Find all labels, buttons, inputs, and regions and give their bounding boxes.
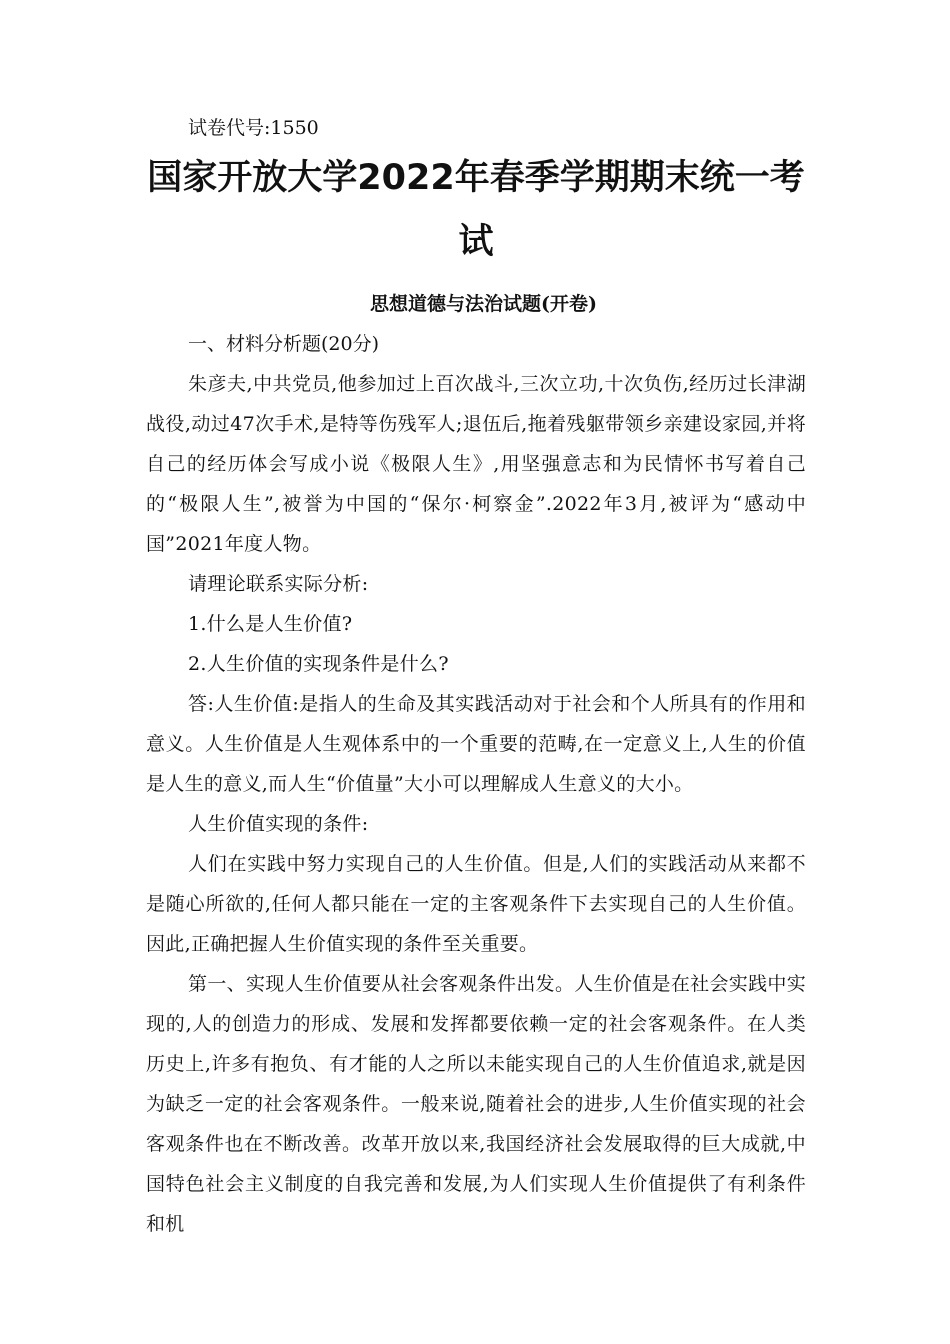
paragraph-prompt: 请理论联系实际分析: — [188, 573, 369, 595]
exam-subtitle: 思想道德与法治试题(开卷) — [370, 293, 597, 315]
question-1: 1.什么是人生价值? — [188, 613, 353, 635]
paragraph-material: 朱彦夫,中共党员,他参加过上百次战斗,三次立功,十次负伤,经历过长津湖战役,动过47次手术,是特等伤残军人;退伍后,拖着残躯带领乡亲建设家园,并将自己的经历体会写成小说《极限人生》,用坚强意志和为民情怀书写着自己的“极限人生”,被誉为中国的“保尔·柯察金”.2022年3月,被评为“感动中国”2021年度人物。 — [146, 373, 806, 555]
answer-conditions-heading: 人生价值实现的条件: — [188, 813, 369, 835]
paper-code: 试卷代号:1550 — [188, 117, 319, 139]
question-2: 2.人生价值的实现条件是什么? — [188, 653, 449, 675]
answer-conditions-intro: 人们在实践中努力实现自己的人生价值。但是,人们的实践活动从来都不是随心所欲的,任何人都只能在一定的主客观条件下去实现自己的人生价值。因此,正确把握人生价值实现的条件至关重要。 — [146, 853, 806, 955]
answer-definition: 答:人生价值:是指人的生命及其实践活动对于社会和个人所具有的作用和意义。人生价值是人生观体系中的一个重要的范畴,在一定意义上,人生的价值是人生的意义,而人生“价值量”大小可以理解成人生意义的大小。 — [146, 693, 806, 795]
exam-title: 国家开放大学2022年春季学期期末统一考试 — [147, 158, 805, 262]
section-heading: 一、材料分析题(20分) — [188, 333, 380, 355]
document-content — [146, 112, 806, 1244]
answer-condition-first: 第一、实现人生价值要从社会客观条件出发。人生价值是在社会实践中实现的,人的创造力的形成、发展和发挥都要依赖一定的社会客观条件。在人类历史上,许多有抱负、有才能的人之所以未能实现自己的人生价值追求,就是因为缺乏一定的社会客观条件。一般来说,随着社会的进步,人生价值实现的社会客观条件也在不断改善。改革开放以来,我国经济社会发展取得的巨大成就,中国特色社会主义制度的自我完善和发展,为人们实现人生价值提供了有利条件和机 — [146, 973, 806, 1235]
